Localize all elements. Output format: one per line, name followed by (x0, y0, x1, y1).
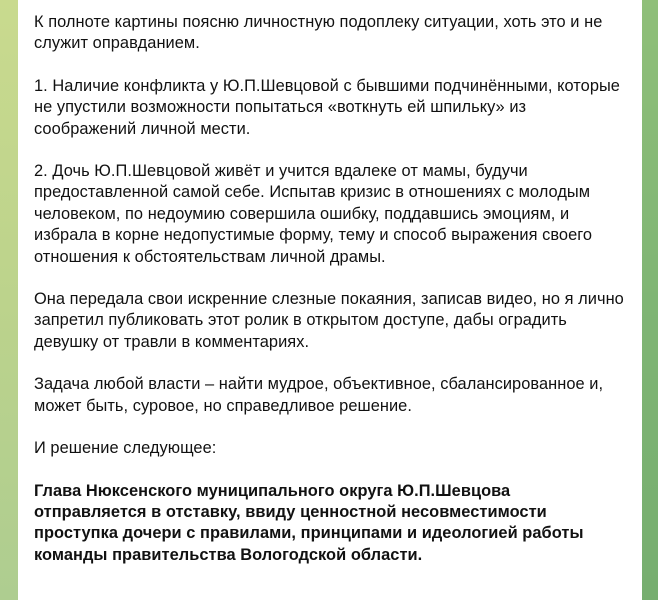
message-paragraph-point-2: 2. Дочь Ю.П.Шевцовой живёт и учится вдалеке от мамы, будучи предоставленной самой себе. Испытав кризис в отношениях с молодым человеком, по недоумию совершила ошибку, поддавшись эмоциям, и избрала в корне недопустимые форму, тему и способ выражения своего отношения к обстоятельствам личной драмы. (34, 162, 593, 266)
message-paragraph-point-1: 1. Наличие конфликта у Ю.П.Шевцовой с бывшими подчинёнными, которые не упустили возможности попытаться «воткнуть ей шпильку» из соображений личной мести. (34, 76, 620, 138)
message-text (34, 12, 624, 566)
message-bubble[interactable] (18, 0, 642, 600)
message-paragraph-intro: К полноте картины поясню личностную подоплеку ситуации, хоть это и не служит оправданием. (34, 13, 603, 53)
message-paragraph-task: Задача любой власти – найти мудрое, объективное, сбалансированное и, может быть, суровое, но справедливое решение. (34, 375, 604, 415)
message-paragraph-decision-intro: И решение следующее: (34, 439, 217, 458)
message-paragraph-video: Она передала свои искренние слезные покаяния, записав видео, но я лично запретил публиковать этот ролик в открытом доступе, дабы оградить девушку от травли в комментариях. (34, 290, 624, 351)
message-paragraph-decision: Глава Нюксенского муниципального округа Ю.П.Шевцова отправляется в отставку, ввиду ценностной несовместимости проступка дочери с правилами, принципами и идеологией работы команды правительства Вологодской области. (34, 481, 584, 564)
chat-background-left-strip (0, 0, 18, 600)
chat-background-right-strip (642, 0, 658, 600)
